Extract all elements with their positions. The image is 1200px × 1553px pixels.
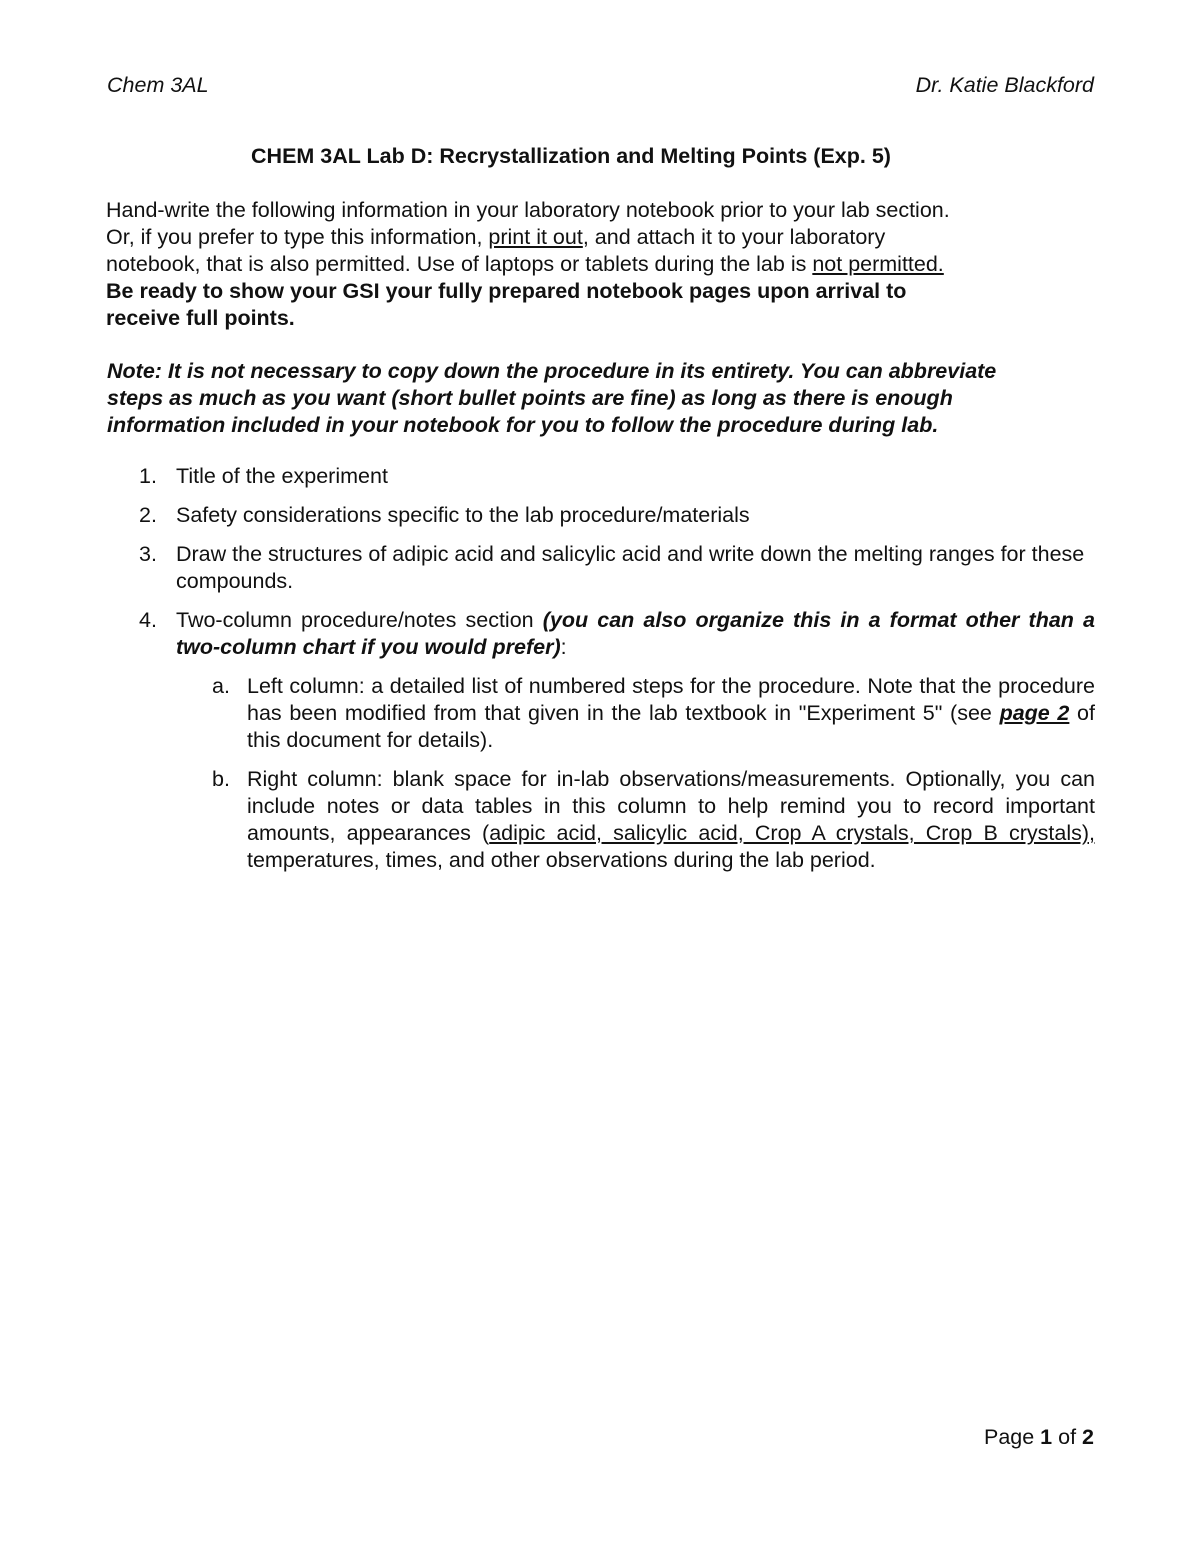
of-word: of bbox=[1052, 1425, 1083, 1449]
intro-line-2-end: , and attach it to your laboratory bbox=[582, 225, 886, 249]
list-item bbox=[107, 502, 1095, 529]
list-item bbox=[107, 607, 1095, 874]
list-item-number: 3. bbox=[139, 542, 157, 566]
note-line-3: information included in your notebook for you to follow the procedure during lab. bbox=[107, 413, 939, 437]
not-permitted-underlined: not permitted. bbox=[812, 252, 944, 276]
list-item-text: Safety considerations specific to the lab procedure/materials bbox=[176, 503, 750, 527]
list-item-text: Draw the structures of adipic acid and salicylic acid and write down the melting ranges for these compounds. bbox=[176, 542, 1085, 593]
intro-bold-line-1: Be ready to show your GSI your fully prepared notebook pages upon arrival to bbox=[106, 279, 907, 303]
page-header bbox=[107, 72, 1094, 100]
sublist bbox=[176, 673, 1095, 874]
sublist-item-letter: a. bbox=[212, 674, 230, 698]
sublist-item-letter: b. bbox=[212, 767, 230, 791]
sublist-item bbox=[176, 673, 1095, 754]
print-it-out-underlined: print it out bbox=[488, 225, 583, 249]
list-item bbox=[107, 541, 1095, 595]
intro-line-3-start: notebook, that is also permitted. Use of laptops or tablets during the lab is bbox=[106, 252, 813, 276]
appearances-underlined: adipic acid, salicylic acid, Crop A crystals, Crop B crystals), bbox=[489, 821, 1095, 845]
sublist-item-text-start: Left column: a detailed list of numbered steps for the procedure. Note that the procedure has been modified from that given in the lab textbook in "Experiment 5" (see bbox=[247, 674, 1095, 725]
list-item-emphasis: (you can also organize this in a format other than a two-column chart if you would prefer) bbox=[176, 608, 1095, 659]
list-item-text-end: : bbox=[560, 635, 567, 659]
requirements-list bbox=[107, 463, 1095, 886]
list-item-text: Title of the experiment bbox=[176, 464, 388, 488]
intro-line-2 bbox=[106, 224, 1096, 251]
list-item-text bbox=[176, 607, 1095, 661]
page-number bbox=[984, 1424, 1094, 1451]
page-2-reference: page 2 bbox=[999, 701, 1070, 725]
intro-paragraph bbox=[106, 197, 1096, 332]
note-paragraph bbox=[107, 358, 1097, 439]
current-page: 1 bbox=[1040, 1425, 1053, 1449]
course-name: Chem 3AL bbox=[107, 73, 209, 97]
list-item-number: 1. bbox=[139, 464, 157, 488]
sublist-item bbox=[176, 766, 1095, 874]
intro-line-2-start: Or, if you prefer to type this information, bbox=[106, 225, 489, 249]
note-line-1: Note: It is not necessary to copy down the procedure in its entirety. You can abbreviate bbox=[107, 359, 997, 383]
intro-line-3 bbox=[106, 251, 1096, 278]
document-title: CHEM 3AL Lab D: Recrystallization and Melting Points (Exp. 5) bbox=[251, 144, 891, 168]
page-word: Page bbox=[983, 1425, 1041, 1449]
intro-bold-line-2: receive full points. bbox=[106, 306, 295, 330]
list-item bbox=[107, 463, 1095, 490]
sublist-item-text-end: temperatures, times, and other observations during the lab period. bbox=[247, 848, 876, 872]
list-item-text-start: Two-column procedure/notes section bbox=[176, 608, 543, 632]
list-item-number: 4. bbox=[139, 608, 157, 632]
instructor-name: Dr. Katie Blackford bbox=[915, 73, 1094, 97]
note-line-2: steps as much as you want (short bullet points are fine) as long as there is enough bbox=[107, 386, 953, 410]
list-item-number: 2. bbox=[139, 503, 157, 527]
sublist-item-text-end: of this document for details). bbox=[247, 701, 1095, 752]
sublist-item-text-start: Right column: blank space for in-lab observations/measurements. Optionally, you can include notes or data tables in this column to help remind you to record important amounts, appearances ( bbox=[247, 767, 1095, 845]
total-pages: 2 bbox=[1082, 1425, 1094, 1449]
intro-line-1: Hand-write the following information in your laboratory notebook prior to your lab section. bbox=[106, 198, 950, 222]
